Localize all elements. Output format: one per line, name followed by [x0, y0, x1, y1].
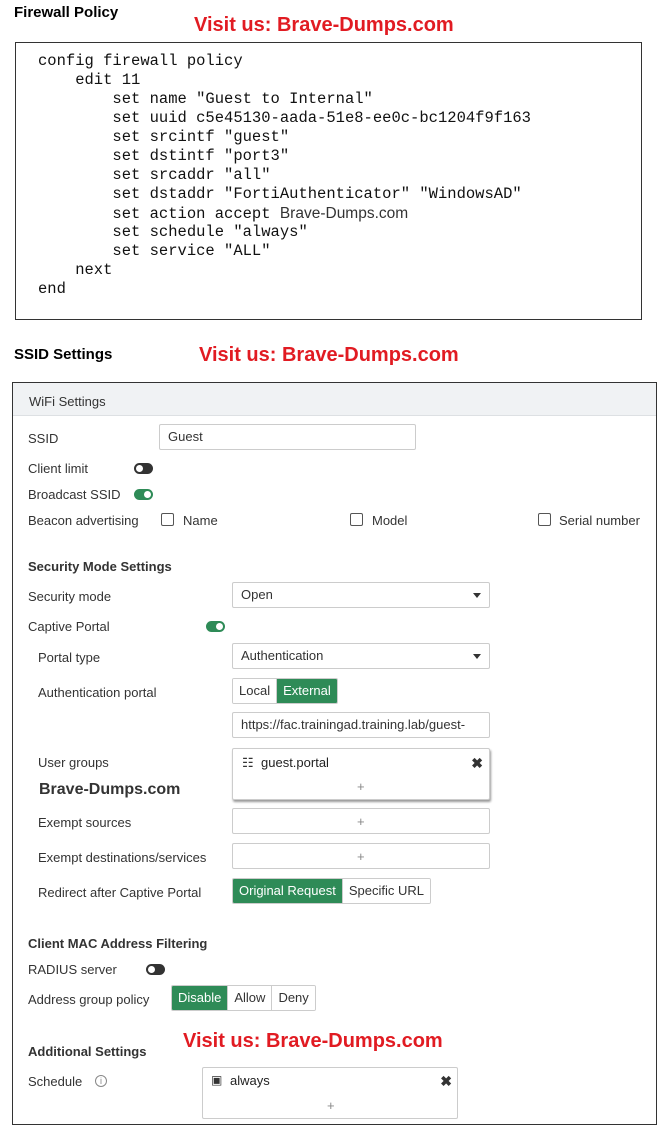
wifi-settings-header — [13, 383, 656, 416]
add-icon[interactable]: + — [327, 1098, 335, 1113]
beacon-name-checkbox[interactable] — [161, 513, 174, 526]
config-line: set uuid c5e45130-aada-51e8-ee0c-bc1204f9f163 — [38, 109, 531, 127]
address-group-policy-toggle-group — [171, 985, 316, 1011]
config-line: set srcintf "guest" — [38, 128, 290, 146]
user-groups-label: User groups — [38, 755, 109, 770]
policy-disable-button[interactable]: Disable — [172, 986, 228, 1010]
config-code — [38, 52, 531, 299]
watermark-text: Visit us: Brave-Dumps.com — [199, 344, 459, 366]
remove-icon[interactable]: ✖ — [440, 1073, 452, 1089]
policy-allow-button[interactable]: Allow — [228, 986, 272, 1010]
firewall-config-box — [15, 42, 642, 320]
beacon-name-label: Name — [183, 513, 218, 528]
config-line — [38, 204, 531, 223]
config-line: config firewall policy — [38, 52, 243, 70]
security-mode-value: Open — [241, 587, 273, 602]
add-icon[interactable]: + — [357, 779, 365, 794]
authentication-portal-label: Authentication portal — [38, 685, 157, 700]
redirect-toggle-group — [232, 878, 431, 904]
ssid-settings-heading: SSID Settings — [14, 346, 113, 363]
watermark-text: Brave-Dumps.com — [39, 781, 181, 798]
config-line: edit 11 — [38, 71, 141, 89]
chevron-down-icon — [473, 654, 481, 659]
auth-external-button[interactable]: External — [277, 679, 337, 703]
policy-deny-button[interactable]: Deny — [272, 986, 314, 1010]
portal-type-label: Portal type — [38, 650, 101, 665]
config-line: set name "Guest to Internal" — [38, 90, 373, 108]
config-line: set dstintf "port3" — [38, 147, 290, 165]
portal-type-value: Authentication — [241, 648, 324, 663]
captive-portal-toggle[interactable] — [206, 621, 225, 632]
captive-portal-label: Captive Portal — [28, 619, 110, 634]
authentication-portal-toggle-group — [232, 678, 338, 704]
radius-server-toggle[interactable] — [146, 964, 165, 975]
ssid-settings-panel — [12, 382, 657, 1125]
config-line: end — [38, 280, 66, 298]
portal-type-select[interactable] — [232, 643, 490, 669]
firewall-policy-heading: Firewall Policy — [14, 4, 119, 21]
broadcast-ssid-label: Broadcast SSID — [28, 487, 121, 502]
add-icon[interactable]: + — [357, 814, 365, 829]
redirect-specific-url-button[interactable]: Specific URL — [343, 879, 430, 903]
address-group-policy-label: Address group policy — [28, 992, 150, 1007]
watermark-text: Brave-Dumps.com — [279, 205, 409, 222]
security-mode-settings-title: Security Mode Settings — [28, 559, 172, 574]
config-line-text: set action accept — [38, 205, 280, 223]
exempt-sources-selector[interactable] — [232, 808, 490, 834]
config-line: set service "ALL" — [38, 242, 271, 260]
auth-local-button[interactable]: Local — [233, 679, 277, 703]
beacon-serial-label: Serial number — [559, 513, 640, 528]
beacon-advertising-label: Beacon advertising — [28, 513, 139, 528]
exempt-destinations-selector[interactable] — [232, 843, 490, 869]
user-group-entry: guest.portal — [261, 755, 329, 770]
exempt-sources-label: Exempt sources — [38, 815, 132, 830]
ssid-label: SSID — [28, 431, 59, 446]
watermark-text: Visit us: Brave-Dumps.com — [194, 14, 454, 36]
schedule-selector[interactable] — [202, 1067, 458, 1119]
exempt-destinations-label: Exempt destinations/services — [38, 850, 207, 865]
client-limit-label: Client limit — [28, 461, 88, 476]
user-group-icon: ☷ — [242, 755, 254, 770]
chevron-down-icon — [473, 593, 481, 598]
watermark-text: Visit us: Brave-Dumps.com — [183, 1030, 443, 1052]
redirect-original-request-button[interactable]: Original Request — [233, 879, 343, 903]
info-icon[interactable]: i — [95, 1075, 107, 1087]
security-mode-select[interactable] — [232, 582, 490, 608]
wifi-settings-title: WiFi Settings — [29, 394, 106, 409]
client-limit-toggle[interactable] — [134, 463, 153, 474]
ssid-input[interactable]: Guest — [159, 424, 416, 450]
user-groups-selector[interactable] — [232, 748, 490, 800]
calendar-icon: ▣ — [211, 1073, 223, 1087]
config-line: next — [38, 261, 113, 279]
schedule-entry: always — [230, 1073, 270, 1088]
schedule-label: Schedule — [28, 1074, 83, 1089]
beacon-model-label: Model — [372, 513, 408, 528]
additional-settings-title: Additional Settings — [28, 1044, 147, 1059]
config-line: set dstaddr "FortiAuthenticator" "WindowsAD" — [38, 185, 522, 203]
beacon-serial-checkbox[interactable] — [538, 513, 551, 526]
redirect-label: Redirect after Captive Portal — [38, 885, 202, 900]
broadcast-ssid-toggle[interactable] — [134, 489, 153, 500]
config-line: set srcaddr "all" — [38, 166, 271, 184]
remove-icon[interactable]: ✖ — [471, 755, 483, 771]
radius-server-label: RADIUS server — [28, 962, 117, 977]
security-mode-label: Security mode — [28, 589, 112, 604]
beacon-model-checkbox[interactable] — [350, 513, 363, 526]
config-line: set schedule "always" — [38, 223, 308, 241]
portal-url-input[interactable]: https://fac.trainingad.training.lab/guest- — [232, 712, 490, 738]
add-icon[interactable]: + — [357, 849, 365, 864]
mac-filtering-title: Client MAC Address Filtering — [28, 936, 208, 951]
